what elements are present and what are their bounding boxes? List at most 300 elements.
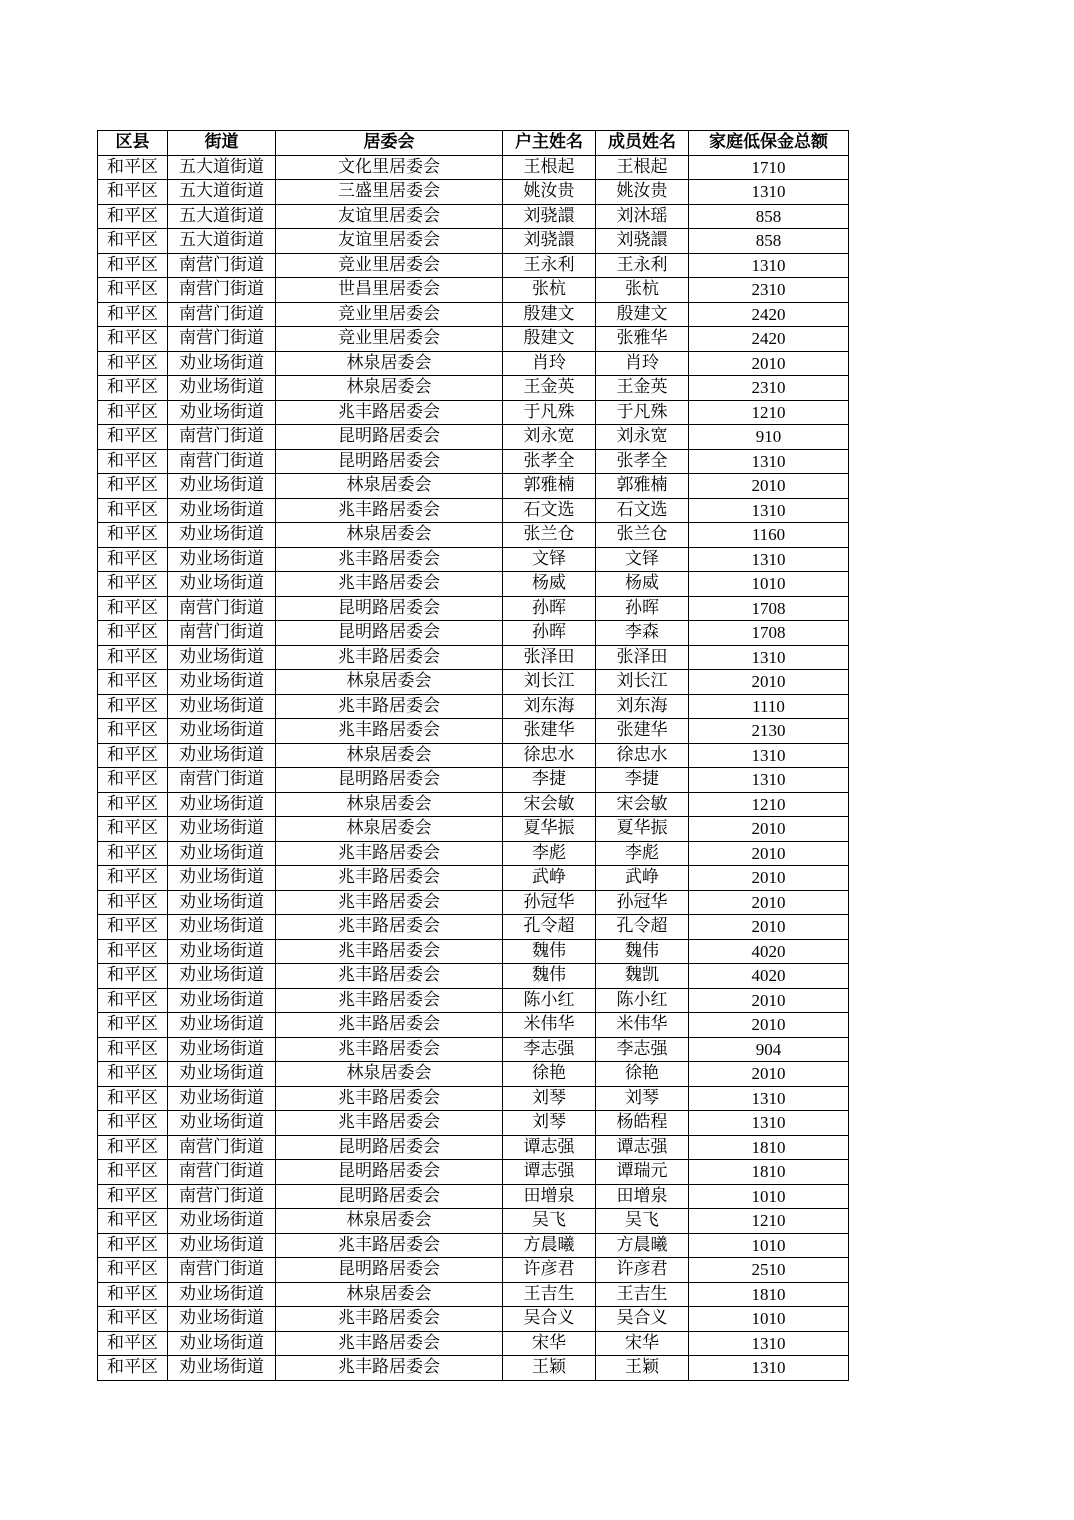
amount-cell: 2310 (689, 376, 849, 401)
amount-cell: 2420 (689, 327, 849, 352)
member-cell: 刘永宽 (596, 425, 689, 450)
district-cell: 和平区 (98, 1233, 168, 1258)
householder-cell: 王根起 (503, 155, 596, 180)
member-cell: 文铎 (596, 547, 689, 572)
amount-cell: 1810 (689, 1160, 849, 1185)
district-cell: 和平区 (98, 1356, 168, 1381)
street-cell: 南营门街道 (168, 768, 276, 793)
amount-cell: 1010 (689, 1184, 849, 1209)
table-row (98, 1111, 849, 1136)
member-cell: 陈小红 (596, 988, 689, 1013)
amount-cell: 1310 (689, 1356, 849, 1381)
amount-cell: 1310 (689, 1086, 849, 1111)
district-cell: 和平区 (98, 400, 168, 425)
table-row (98, 1356, 849, 1381)
street-cell: 劝业场街道 (168, 1209, 276, 1234)
member-cell: 王金英 (596, 376, 689, 401)
householder-cell: 文铎 (503, 547, 596, 572)
amount-cell: 1010 (689, 1307, 849, 1332)
amount-cell: 910 (689, 425, 849, 450)
district-cell: 和平区 (98, 376, 168, 401)
district-cell: 和平区 (98, 1062, 168, 1087)
committee-cell: 兆丰路居委会 (276, 572, 503, 597)
street-cell: 南营门街道 (168, 1160, 276, 1185)
street-cell: 南营门街道 (168, 1184, 276, 1209)
householder-cell: 王吉生 (503, 1282, 596, 1307)
householder-cell: 吴飞 (503, 1209, 596, 1234)
amount-cell: 2010 (689, 474, 849, 499)
table-row (98, 1160, 849, 1185)
district-cell: 和平区 (98, 253, 168, 278)
table-row (98, 572, 849, 597)
district-cell: 和平区 (98, 596, 168, 621)
householder-cell: 刘琴 (503, 1111, 596, 1136)
householder-cell: 徐艳 (503, 1062, 596, 1087)
table-row (98, 400, 849, 425)
committee-cell: 林泉居委会 (276, 670, 503, 695)
committee-cell: 兆丰路居委会 (276, 719, 503, 744)
member-cell: 吴合义 (596, 1307, 689, 1332)
table-row (98, 1209, 849, 1234)
committee-cell: 昆明路居委会 (276, 596, 503, 621)
street-cell: 南营门街道 (168, 302, 276, 327)
committee-cell: 昆明路居委会 (276, 768, 503, 793)
header-street: 街道 (168, 131, 276, 156)
committee-cell: 昆明路居委会 (276, 621, 503, 646)
committee-cell: 林泉居委会 (276, 474, 503, 499)
table-row (98, 670, 849, 695)
district-cell: 和平区 (98, 180, 168, 205)
committee-cell: 友谊里居委会 (276, 229, 503, 254)
district-cell: 和平区 (98, 572, 168, 597)
householder-cell: 田增泉 (503, 1184, 596, 1209)
householder-cell: 魏伟 (503, 939, 596, 964)
table-row (98, 1062, 849, 1087)
committee-cell: 竞业里居委会 (276, 253, 503, 278)
street-cell: 劝业场街道 (168, 817, 276, 842)
member-cell: 刘琴 (596, 1086, 689, 1111)
district-cell: 和平区 (98, 1307, 168, 1332)
householder-cell: 孙晖 (503, 621, 596, 646)
table-row (98, 743, 849, 768)
committee-cell: 兆丰路居委会 (276, 866, 503, 891)
table-row (98, 204, 849, 229)
header-member: 成员姓名 (596, 131, 689, 156)
householder-cell: 宋会敏 (503, 792, 596, 817)
district-cell: 和平区 (98, 523, 168, 548)
street-cell: 劝业场街道 (168, 572, 276, 597)
table-row (98, 351, 849, 376)
householder-cell: 殷建文 (503, 302, 596, 327)
district-cell: 和平区 (98, 719, 168, 744)
member-cell: 宋华 (596, 1331, 689, 1356)
householder-cell: 李捷 (503, 768, 596, 793)
committee-cell: 兆丰路居委会 (276, 988, 503, 1013)
member-cell: 刘骁譞 (596, 229, 689, 254)
street-cell: 劝业场街道 (168, 1111, 276, 1136)
householder-cell: 孔令超 (503, 915, 596, 940)
amount-cell: 1310 (689, 449, 849, 474)
table-row (98, 890, 849, 915)
member-cell: 谭志强 (596, 1135, 689, 1160)
committee-cell: 林泉居委会 (276, 1282, 503, 1307)
committee-cell: 兆丰路居委会 (276, 1086, 503, 1111)
street-cell: 劝业场街道 (168, 915, 276, 940)
street-cell: 劝业场街道 (168, 1062, 276, 1087)
committee-cell: 兆丰路居委会 (276, 939, 503, 964)
member-cell: 武峥 (596, 866, 689, 891)
member-cell: 杨皓程 (596, 1111, 689, 1136)
member-cell: 石文选 (596, 498, 689, 523)
table-row (98, 915, 849, 940)
amount-cell: 858 (689, 229, 849, 254)
amount-cell: 1708 (689, 596, 849, 621)
committee-cell: 昆明路居委会 (276, 1160, 503, 1185)
district-cell: 和平区 (98, 841, 168, 866)
district-cell: 和平区 (98, 278, 168, 303)
district-cell: 和平区 (98, 425, 168, 450)
street-cell: 劝业场街道 (168, 474, 276, 499)
district-cell: 和平区 (98, 1086, 168, 1111)
member-cell: 宋会敏 (596, 792, 689, 817)
street-cell: 南营门街道 (168, 327, 276, 352)
householder-cell: 张泽田 (503, 645, 596, 670)
householder-cell: 刘长江 (503, 670, 596, 695)
householder-cell: 谭志强 (503, 1135, 596, 1160)
street-cell: 劝业场街道 (168, 645, 276, 670)
street-cell: 劝业场街道 (168, 547, 276, 572)
table-row (98, 1184, 849, 1209)
member-cell: 魏伟 (596, 939, 689, 964)
committee-cell: 林泉居委会 (276, 1062, 503, 1087)
householder-cell: 孙冠华 (503, 890, 596, 915)
amount-cell: 1710 (689, 155, 849, 180)
table-row (98, 425, 849, 450)
street-cell: 南营门街道 (168, 278, 276, 303)
table-row (98, 1013, 849, 1038)
householder-cell: 孙晖 (503, 596, 596, 621)
committee-cell: 兆丰路居委会 (276, 547, 503, 572)
member-cell: 李志强 (596, 1037, 689, 1062)
committee-cell: 兆丰路居委会 (276, 915, 503, 940)
householder-cell: 方晨曦 (503, 1233, 596, 1258)
householder-cell: 王永利 (503, 253, 596, 278)
householder-cell: 张建华 (503, 719, 596, 744)
member-cell: 刘东海 (596, 694, 689, 719)
committee-cell: 林泉居委会 (276, 792, 503, 817)
table-row (98, 1037, 849, 1062)
member-cell: 郭雅楠 (596, 474, 689, 499)
member-cell: 肖玲 (596, 351, 689, 376)
committee-cell: 兆丰路居委会 (276, 1331, 503, 1356)
table-row (98, 523, 849, 548)
street-cell: 劝业场街道 (168, 1037, 276, 1062)
table-row (98, 939, 849, 964)
street-cell: 南营门街道 (168, 449, 276, 474)
street-cell: 劝业场街道 (168, 1331, 276, 1356)
member-cell: 孙晖 (596, 596, 689, 621)
table-row (98, 694, 849, 719)
member-cell: 刘沐瑶 (596, 204, 689, 229)
district-cell: 和平区 (98, 645, 168, 670)
street-cell: 劝业场街道 (168, 719, 276, 744)
table-row (98, 1331, 849, 1356)
householder-cell: 肖玲 (503, 351, 596, 376)
amount-cell: 2420 (689, 302, 849, 327)
amount-cell: 1310 (689, 253, 849, 278)
district-cell: 和平区 (98, 351, 168, 376)
committee-cell: 林泉居委会 (276, 523, 503, 548)
member-cell: 徐忠水 (596, 743, 689, 768)
householder-cell: 米伟华 (503, 1013, 596, 1038)
householder-cell: 王金英 (503, 376, 596, 401)
amount-cell: 1210 (689, 400, 849, 425)
member-cell: 李彪 (596, 841, 689, 866)
table-row (98, 792, 849, 817)
householder-cell: 徐忠水 (503, 743, 596, 768)
district-cell: 和平区 (98, 474, 168, 499)
amount-cell: 2010 (689, 817, 849, 842)
member-cell: 王吉生 (596, 1282, 689, 1307)
header-householder: 户主姓名 (503, 131, 596, 156)
district-cell: 和平区 (98, 204, 168, 229)
amount-cell: 2010 (689, 915, 849, 940)
amount-cell: 1010 (689, 572, 849, 597)
street-cell: 劝业场街道 (168, 1233, 276, 1258)
district-cell: 和平区 (98, 1111, 168, 1136)
table-row (98, 1258, 849, 1283)
amount-cell: 1310 (689, 645, 849, 670)
committee-cell: 林泉居委会 (276, 376, 503, 401)
member-cell: 孙冠华 (596, 890, 689, 915)
member-cell: 李森 (596, 621, 689, 646)
street-cell: 南营门街道 (168, 253, 276, 278)
table-row (98, 841, 849, 866)
district-cell: 和平区 (98, 817, 168, 842)
amount-cell: 1708 (689, 621, 849, 646)
table-body (98, 155, 849, 1380)
householder-cell: 刘骁譞 (503, 229, 596, 254)
amount-cell: 1310 (689, 180, 849, 205)
householder-cell: 刘永宽 (503, 425, 596, 450)
table-row (98, 1233, 849, 1258)
street-cell: 劝业场街道 (168, 694, 276, 719)
table-row (98, 817, 849, 842)
member-cell: 王根起 (596, 155, 689, 180)
table-row (98, 1282, 849, 1307)
amount-cell: 2010 (689, 351, 849, 376)
committee-cell: 兆丰路居委会 (276, 1356, 503, 1381)
committee-cell: 友谊里居委会 (276, 204, 503, 229)
member-cell: 魏凯 (596, 964, 689, 989)
householder-cell: 李彪 (503, 841, 596, 866)
table-row (98, 768, 849, 793)
member-cell: 许彦君 (596, 1258, 689, 1283)
committee-cell: 林泉居委会 (276, 1209, 503, 1234)
committee-cell: 林泉居委会 (276, 743, 503, 768)
amount-cell: 1160 (689, 523, 849, 548)
committee-cell: 兆丰路居委会 (276, 694, 503, 719)
committee-cell: 昆明路居委会 (276, 449, 503, 474)
header-row (98, 131, 849, 156)
district-cell: 和平区 (98, 1135, 168, 1160)
street-cell: 劝业场街道 (168, 988, 276, 1013)
householder-cell: 杨威 (503, 572, 596, 597)
table-row (98, 180, 849, 205)
street-cell: 劝业场街道 (168, 890, 276, 915)
committee-cell: 兆丰路居委会 (276, 1307, 503, 1332)
amount-cell: 1310 (689, 743, 849, 768)
district-cell: 和平区 (98, 1160, 168, 1185)
street-cell: 劝业场街道 (168, 1282, 276, 1307)
committee-cell: 竞业里居委会 (276, 302, 503, 327)
member-cell: 徐艳 (596, 1062, 689, 1087)
amount-cell: 1010 (689, 1233, 849, 1258)
table-row (98, 645, 849, 670)
committee-cell: 兆丰路居委会 (276, 1233, 503, 1258)
amount-cell: 1310 (689, 1331, 849, 1356)
householder-cell: 许彦君 (503, 1258, 596, 1283)
amount-cell: 2310 (689, 278, 849, 303)
district-cell: 和平区 (98, 1184, 168, 1209)
street-cell: 劝业场街道 (168, 866, 276, 891)
householder-cell: 宋华 (503, 1331, 596, 1356)
district-cell: 和平区 (98, 229, 168, 254)
district-cell: 和平区 (98, 1013, 168, 1038)
committee-cell: 兆丰路居委会 (276, 1013, 503, 1038)
amount-cell: 1310 (689, 1111, 849, 1136)
householder-cell: 张杭 (503, 278, 596, 303)
householder-cell: 武峥 (503, 866, 596, 891)
committee-cell: 竞业里居委会 (276, 327, 503, 352)
street-cell: 南营门街道 (168, 621, 276, 646)
committee-cell: 昆明路居委会 (276, 425, 503, 450)
committee-cell: 林泉居委会 (276, 351, 503, 376)
header-committee: 居委会 (276, 131, 503, 156)
member-cell: 方晨曦 (596, 1233, 689, 1258)
district-cell: 和平区 (98, 155, 168, 180)
header-district: 区县 (98, 131, 168, 156)
householder-cell: 刘琴 (503, 1086, 596, 1111)
table-row (98, 547, 849, 572)
amount-cell: 4020 (689, 939, 849, 964)
amount-cell: 2010 (689, 841, 849, 866)
district-cell: 和平区 (98, 302, 168, 327)
householder-cell: 魏伟 (503, 964, 596, 989)
street-cell: 五大道街道 (168, 155, 276, 180)
table-row (98, 719, 849, 744)
district-cell: 和平区 (98, 866, 168, 891)
street-cell: 劝业场街道 (168, 670, 276, 695)
street-cell: 劝业场街道 (168, 743, 276, 768)
committee-cell: 林泉居委会 (276, 817, 503, 842)
street-cell: 劝业场街道 (168, 939, 276, 964)
committee-cell: 昆明路居委会 (276, 1184, 503, 1209)
street-cell: 南营门街道 (168, 425, 276, 450)
table-row (98, 278, 849, 303)
district-cell: 和平区 (98, 915, 168, 940)
amount-cell: 2010 (689, 866, 849, 891)
member-cell: 刘长江 (596, 670, 689, 695)
amount-cell: 4020 (689, 964, 849, 989)
allowance-table (97, 130, 849, 1381)
street-cell: 五大道街道 (168, 180, 276, 205)
householder-cell: 于凡殊 (503, 400, 596, 425)
committee-cell: 兆丰路居委会 (276, 964, 503, 989)
table-row (98, 449, 849, 474)
street-cell: 劝业场街道 (168, 1307, 276, 1332)
member-cell: 张建华 (596, 719, 689, 744)
householder-cell: 石文选 (503, 498, 596, 523)
committee-cell: 兆丰路居委会 (276, 1111, 503, 1136)
member-cell: 殷建文 (596, 302, 689, 327)
district-cell: 和平区 (98, 670, 168, 695)
member-cell: 孔令超 (596, 915, 689, 940)
amount-cell: 2010 (689, 670, 849, 695)
householder-cell: 李志强 (503, 1037, 596, 1062)
street-cell: 劝业场街道 (168, 400, 276, 425)
member-cell: 杨威 (596, 572, 689, 597)
street-cell: 五大道街道 (168, 204, 276, 229)
street-cell: 劝业场街道 (168, 1013, 276, 1038)
committee-cell: 兆丰路居委会 (276, 890, 503, 915)
householder-cell: 陈小红 (503, 988, 596, 1013)
street-cell: 劝业场街道 (168, 376, 276, 401)
member-cell: 张泽田 (596, 645, 689, 670)
amount-cell: 1210 (689, 1209, 849, 1234)
committee-cell: 兆丰路居委会 (276, 645, 503, 670)
member-cell: 米伟华 (596, 1013, 689, 1038)
district-cell: 和平区 (98, 1209, 168, 1234)
table-row (98, 621, 849, 646)
table-row (98, 866, 849, 891)
committee-cell: 三盛里居委会 (276, 180, 503, 205)
member-cell: 夏华振 (596, 817, 689, 842)
table-row (98, 253, 849, 278)
street-cell: 劝业场街道 (168, 523, 276, 548)
table-row (98, 327, 849, 352)
table-row (98, 376, 849, 401)
householder-cell: 姚汝贵 (503, 180, 596, 205)
member-cell: 于凡殊 (596, 400, 689, 425)
table-row (98, 596, 849, 621)
amount-cell: 1310 (689, 498, 849, 523)
district-cell: 和平区 (98, 988, 168, 1013)
member-cell: 姚汝贵 (596, 180, 689, 205)
district-cell: 和平区 (98, 1331, 168, 1356)
householder-cell: 谭志强 (503, 1160, 596, 1185)
table-row (98, 229, 849, 254)
member-cell: 张杭 (596, 278, 689, 303)
committee-cell: 兆丰路居委会 (276, 841, 503, 866)
member-cell: 王颖 (596, 1356, 689, 1381)
amount-cell: 2130 (689, 719, 849, 744)
table-row (98, 1086, 849, 1111)
district-cell: 和平区 (98, 327, 168, 352)
member-cell: 张雅华 (596, 327, 689, 352)
table-row (98, 1307, 849, 1332)
amount-cell: 858 (689, 204, 849, 229)
amount-cell: 1310 (689, 768, 849, 793)
street-cell: 劝业场街道 (168, 1086, 276, 1111)
amount-cell: 2010 (689, 1062, 849, 1087)
householder-cell: 刘骁譞 (503, 204, 596, 229)
amount-cell: 2010 (689, 988, 849, 1013)
amount-cell: 2010 (689, 1013, 849, 1038)
district-cell: 和平区 (98, 547, 168, 572)
amount-cell: 2010 (689, 890, 849, 915)
amount-cell: 1310 (689, 547, 849, 572)
